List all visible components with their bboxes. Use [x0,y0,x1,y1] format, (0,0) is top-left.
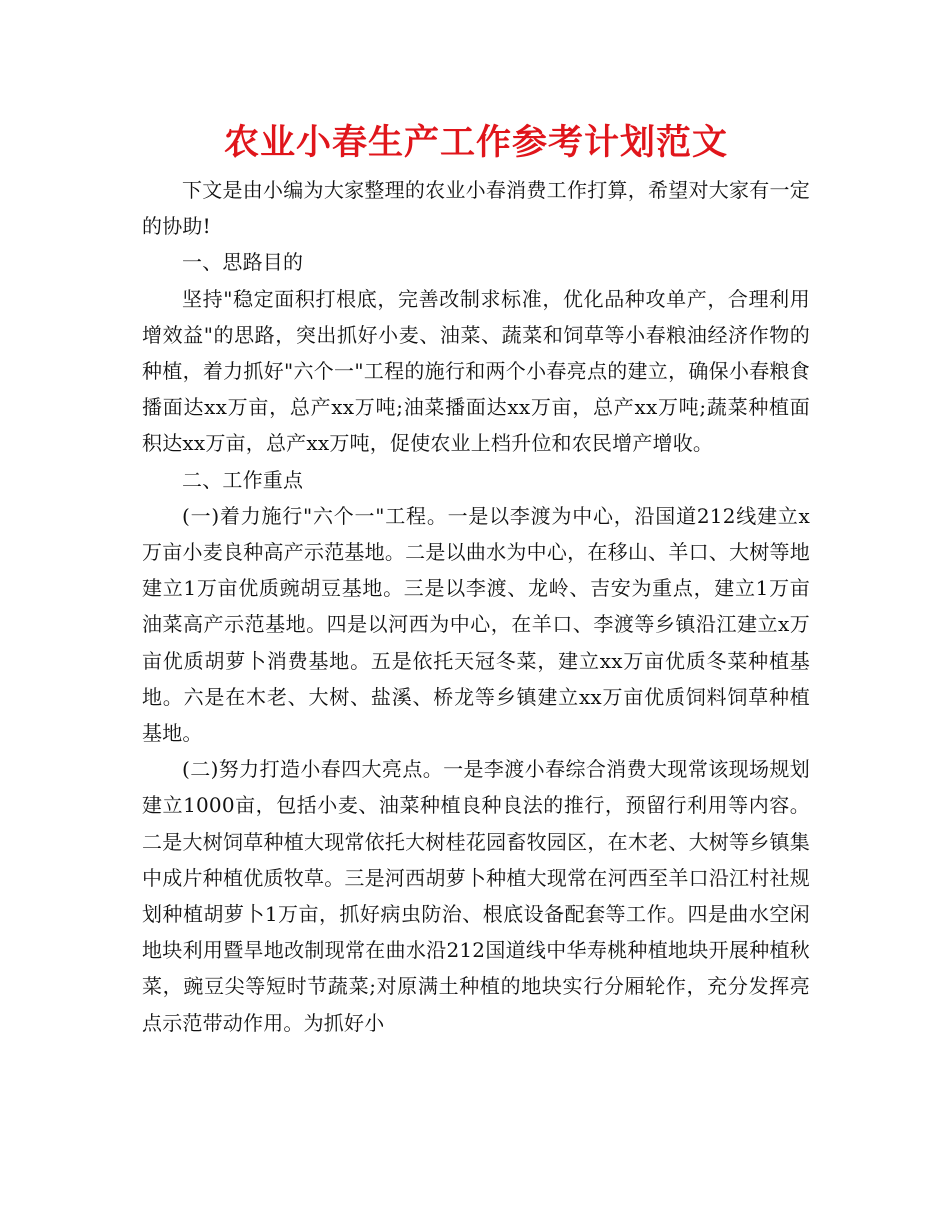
key-work-paragraph-1: (一)着力施行"六个一"工程。一是以李渡为中心，沿国道212线建立x万亩小麦良种高产示范基地。二是以曲水为中心，在移山、羊口、大树等地建立1万亩优质豌胡豆基地。三是以李渡、龙岭、吉安为重点，建立1万亩油菜高产示范基地。四是以河西为中心，在羊口、李渡等乡镇沿江建立x万亩优质胡萝卜消费基地。五是依托天冠冬菜，建立xx万亩优质冬菜种植基地。六是在木老、大树、盐溪、桥龙等乡镇建立xx万亩优质饲料饲草种植基地。 [142,503,810,746]
goals-paragraph: 坚持"稳定面积打根底，完善改制求标准，优化品种攻单产，合理利用增效益"的思路，突出抓好小麦、油菜、蔬菜和饲草等小春粮油经济作物的种植，着力抓好"六个一"工程的施行和两个小春亮点的建立，确保小春粮食播面达xx万亩，总产xx万吨;油菜播面达xx万亩，总产xx万吨;蔬菜种植面积达xx万亩，总产xx万吨，促使农业上档升位和农民增产增收。 [142,286,810,456]
document-title: 农业小春生产工作参考计划范文 [223,123,728,163]
section-heading-goals: 一、思路目的 [182,250,304,275]
document-page [142,118,810,1041]
key-work-paragraph-2: (二)努力打造小春四大亮点。一是李渡小春综合消费大现常该现场规划建立1000亩，包括小麦、油菜种植良种良法的推行，预留行利用等内容。二是大树饲草种植大现常依托大树桂花园畜牧园区，在木老、大树等乡镇集中成片种植优质牧草。三是河西胡萝卜种植大现常在河西至羊口沿江村社规划种植胡萝卜1万亩，抓好病虫防治、根底设备配套等工作。四是曲水空闲地块利用暨旱地改制现常在曲水沿212国道线中华寿桃种植地块开展种植秋菜，豌豆尖等短时节蔬菜;对原满土种植的地块实行分厢轮作，充分发挥亮点示范带动作用。为抓好小 [142,757,810,1035]
intro-paragraph: 下文是由小编为大家整理的农业小春消费工作打算，希望对大家有一定的协助! [142,178,810,239]
section-heading-key-work: 二、工作重点 [182,467,304,492]
